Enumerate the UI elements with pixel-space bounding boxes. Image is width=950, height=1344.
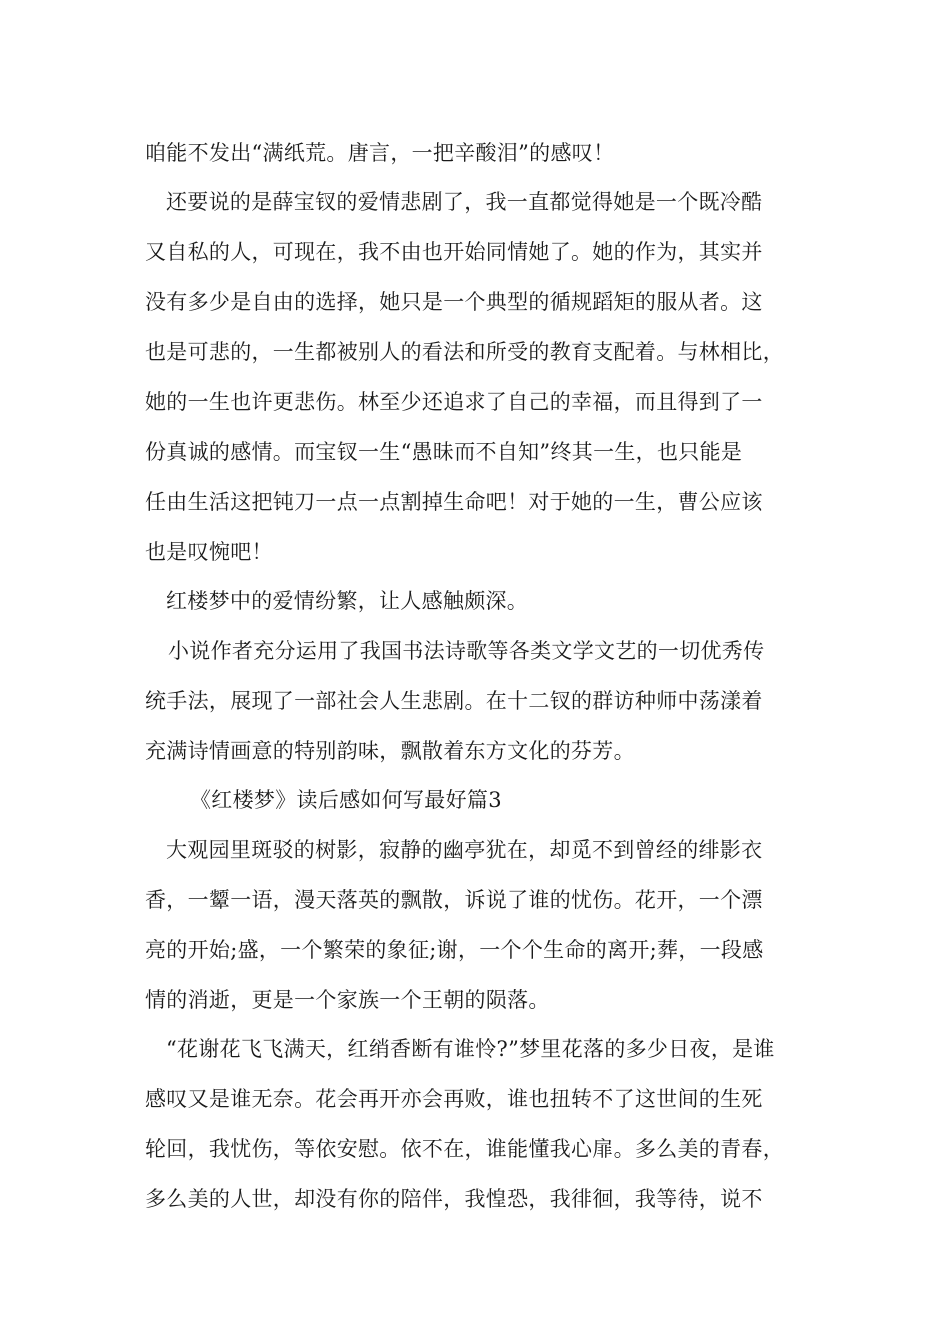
paragraph-line: 咱能不发出“满纸荒。唐言，一把辛酸泪”的感叹！ — [145, 141, 615, 165]
paragraph-line: “花谢花飞飞满天，红绡香断有谁怜?”梦里花落的多少日夜，是谁 — [166, 1037, 775, 1061]
paragraph-line: 感叹又是谁无奈。花会再开亦会再败，谁也扭转不了这世间的生死 — [145, 1087, 763, 1111]
paragraph-line: 份真诚的感情。而宝钗一生“愚昧而不自知”终其一生，也只能是 — [145, 440, 743, 464]
paragraph-line: 还要说的是薛宝钗的爱情悲剧了，我一直都觉得她是一个既冷酷 — [166, 190, 763, 214]
paragraph-line: 也是可悲的，一生都被别人的看法和所受的教育支配着。与林相比， — [145, 340, 784, 364]
paragraph-line: 充满诗情画意的特别韵味，飘散着东方文化的芬芳。 — [145, 739, 635, 763]
paragraph-line: 香，一颦一语，漫天落英的飘散，诉说了谁的忧伤。花开，一个漂 — [145, 888, 763, 912]
paragraph-line: 大观园里斑驳的树影，寂静的幽亭犹在，却觅不到曾经的绯影衣 — [166, 838, 763, 862]
paragraph-line: 亮的开始;盛，一个繁荣的象征;谢，一个个生命的离开;葬，一段感 — [145, 938, 764, 962]
paragraph-line: 红楼梦中的爱情纷繁，让人感触颇深。 — [166, 589, 529, 613]
paragraph-line: 统手法，展现了一部社会人生悲剧。在十二钗的群访种师中荡漾着 — [145, 689, 763, 713]
paragraph-line: 没有多少是自由的选择，她只是一个典型的循规蹈矩的服从者。这 — [145, 290, 763, 314]
paragraph-line: 也是叹惋吧！ — [145, 540, 273, 564]
paragraph-line: 小说作者充分运用了我国书法诗歌等各类文学文艺的一切优秀传 — [168, 639, 765, 663]
paragraph-line: 轮回，我忧伤，等依安慰。依不在，谁能懂我心扉。多么美的青春， — [145, 1137, 784, 1161]
section-heading: 《红楼梦》读后感如何写最好篇3 — [190, 788, 502, 812]
paragraph-line: 又自私的人，可现在，我不由也开始同情她了。她的作为，其实并 — [145, 240, 763, 264]
paragraph-line: 情的消逝，更是一个家族一个王朝的陨落。 — [145, 988, 550, 1012]
paragraph-line: 多么美的人世，却没有你的陪伴，我惶恐，我徘徊，我等待，说不 — [145, 1187, 763, 1211]
paragraph-line: 她的一生也许更悲伤。林至少还追求了自己的幸福，而且得到了一 — [145, 390, 763, 414]
paragraph-line: 任由生活这把钝刀一点一点割掉生命吧！对于她的一生，曹公应该 — [145, 490, 763, 514]
